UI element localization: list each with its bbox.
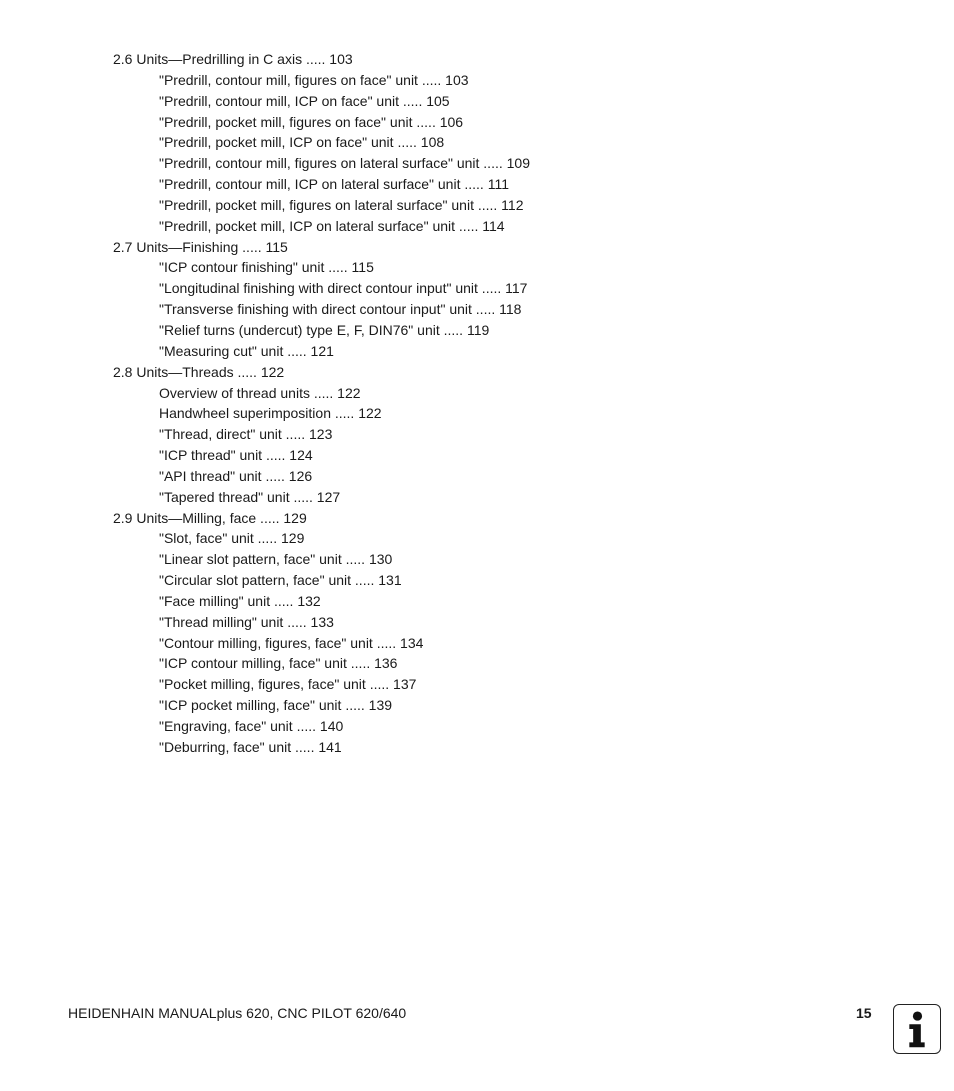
toc-subsection-entry[interactable]: "Engraving, face" unit ..... 140	[159, 718, 344, 734]
toc-subsection-entry[interactable]: "Linear slot pattern, face" unit ..... 130	[159, 551, 393, 568]
toc-subsection-entry[interactable]: Overview of thread units ..... 122	[159, 384, 361, 401]
toc-section-entry[interactable]: 2.7 Units—Finishing ..... 115	[113, 238, 288, 255]
toc-section-entry[interactable]: 2.6 Units—Predrilling in C axis ..... 103	[113, 51, 353, 67]
toc-subsection-entry[interactable]: "ICP contour milling, face" unit ..... 136	[159, 655, 398, 672]
toc-subsection-entry[interactable]: "Predrill, contour mill, figures on lateral surface" unit ..... 109	[159, 155, 530, 172]
toc-subsection-entry[interactable]: "Tapered thread" unit ..... 127	[159, 488, 341, 505]
toc-subsection-entry[interactable]: "Circular slot pattern, face" unit ..... 131	[159, 572, 402, 589]
toc-subsection-entry[interactable]: "Face milling" unit ..... 132	[159, 592, 321, 609]
toc-subsection-entry[interactable]: "Measuring cut" unit ..... 121	[159, 342, 334, 359]
toc-subsection-entry[interactable]: "Predrill, pocket mill, ICP on face" unit ..... 108	[159, 134, 445, 151]
toc-subsection-entry[interactable]: "Predrill, pocket mill, figures on lateral surface" unit ..... 112	[159, 196, 524, 213]
toc-subsection-entry[interactable]: "API thread" unit ..... 126	[159, 467, 313, 484]
toc-section-entry[interactable]: 2.8 Units—Threads ..... 122	[113, 363, 285, 380]
toc-subsection-entry[interactable]: "Thread, direct" unit ..... 123	[159, 426, 333, 443]
toc-subsection-entry[interactable]: "Transverse finishing with direct contour input" unit ..... 118	[159, 301, 522, 318]
toc-subsection-entry[interactable]: "Predrill, contour mill, ICP on face" unit ..... 105	[159, 92, 450, 109]
toc-subsection-entry[interactable]: "Predrill, contour mill, figures on face" unit ..... 103	[159, 71, 469, 88]
toc-subsection-entry[interactable]: "Deburring, face" unit ..... 141	[159, 738, 342, 755]
toc-subsection-entry[interactable]: "Thread milling" unit ..... 133	[159, 613, 334, 630]
toc-section-entry[interactable]: 2.9 Units—Milling, face ..... 129	[113, 509, 307, 526]
toc-subsection-entry[interactable]: "Longitudinal finishing with direct contour input" unit ..... 117	[159, 280, 528, 297]
table-of-contents	[113, 49, 530, 758]
info-icon	[893, 1004, 941, 1054]
toc-subsection-entry[interactable]: "Relief turns (undercut) type E, F, DIN76" unit ..... 119	[159, 321, 490, 338]
toc-subsection-entry[interactable]: "Predrill, pocket mill, ICP on lateral surface" unit ..... 114	[159, 217, 505, 234]
page-number: 15	[856, 1005, 872, 1021]
toc-subsection-entry[interactable]: "Slot, face" unit ..... 129	[159, 530, 305, 547]
toc-subsection-entry[interactable]: "ICP thread" unit ..... 124	[159, 447, 313, 464]
toc-subsection-entry[interactable]: Handwheel superimposition ..... 122	[159, 405, 382, 422]
footer-title: HEIDENHAIN MANUALplus 620, CNC PILOT 620/640	[68, 1005, 407, 1021]
toc-subsection-entry[interactable]: "Pocket milling, figures, face" unit ..... 137	[159, 676, 417, 693]
toc-subsection-entry[interactable]: "Contour milling, figures, face" unit ..... 134	[159, 634, 424, 651]
toc-subsection-entry[interactable]: "ICP contour finishing" unit ..... 115	[159, 259, 374, 276]
toc-subsection-entry[interactable]: "Predrill, pocket mill, figures on face" unit ..... 106	[159, 113, 464, 130]
toc-subsection-entry[interactable]: "Predrill, contour mill, ICP on lateral surface" unit ..... 111	[159, 176, 509, 193]
toc-subsection-entry[interactable]: "ICP pocket milling, face" unit ..... 139	[159, 697, 393, 714]
